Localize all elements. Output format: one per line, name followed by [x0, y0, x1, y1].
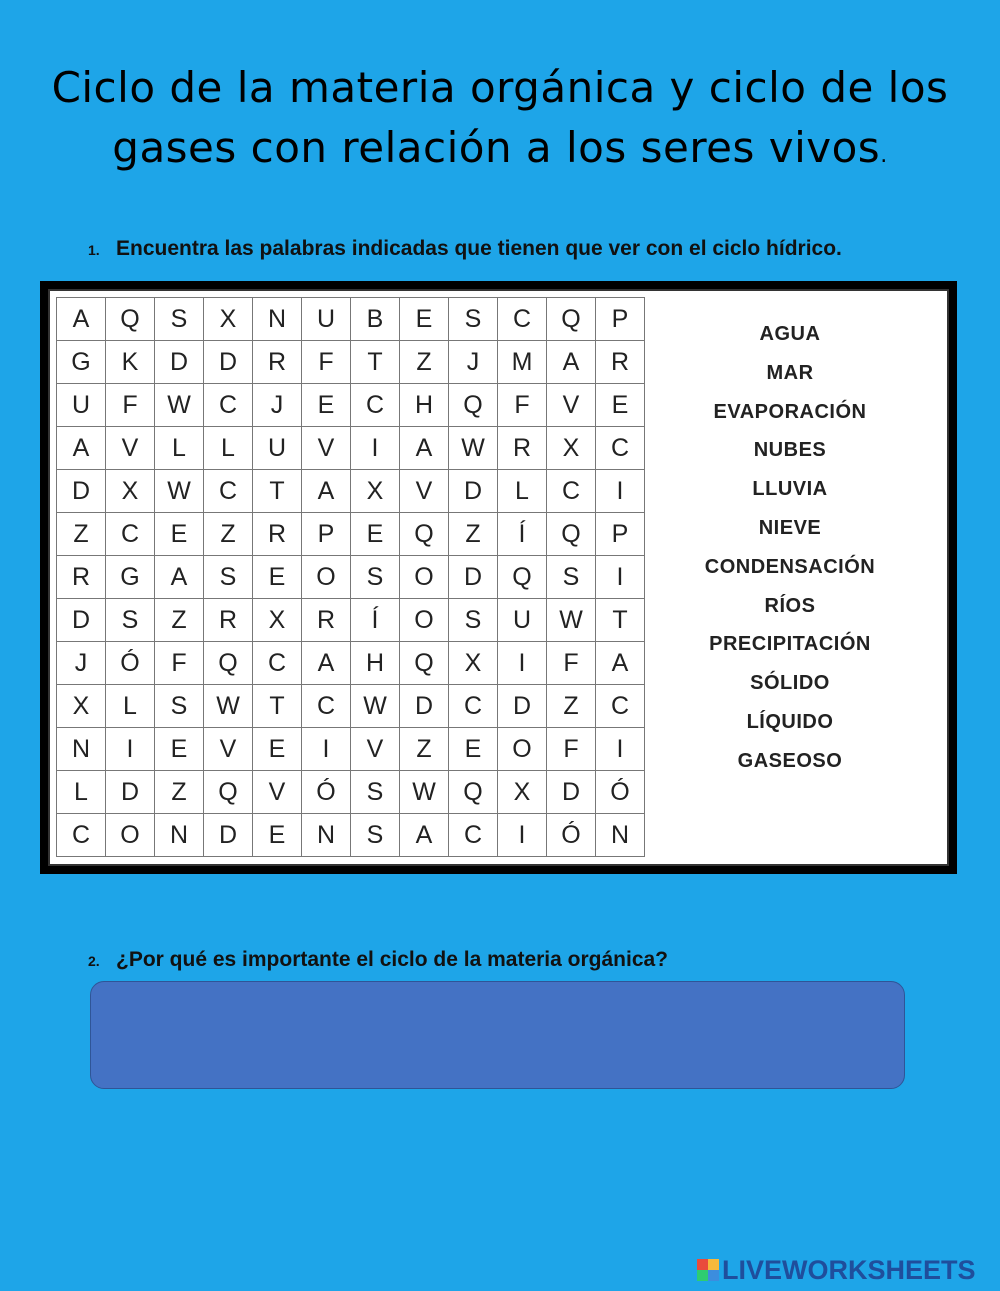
grid-cell[interactable]: Q: [547, 298, 596, 341]
grid-cell[interactable]: Ó: [302, 771, 351, 814]
grid-cell[interactable]: W: [155, 384, 204, 427]
grid-cell[interactable]: A: [155, 556, 204, 599]
question-1: [88, 237, 842, 261]
word-search-grid[interactable]: [56, 297, 645, 857]
grid-cell[interactable]: Z: [547, 685, 596, 728]
grid-cell[interactable]: M: [498, 341, 547, 384]
grid-cell[interactable]: N: [596, 814, 645, 857]
grid-cell[interactable]: C: [253, 642, 302, 685]
grid-cell[interactable]: W: [351, 685, 400, 728]
word-list-item: GASEOSO: [737, 749, 843, 772]
grid-cell[interactable]: O: [302, 556, 351, 599]
grid-cell[interactable]: T: [351, 341, 400, 384]
grid-cell[interactable]: U: [253, 427, 302, 470]
grid-cell[interactable]: O: [498, 728, 547, 771]
grid-cell[interactable]: I: [596, 470, 645, 513]
question-2-number: 2.: [88, 953, 100, 969]
grid-cell[interactable]: D: [547, 771, 596, 814]
grid-cell[interactable]: A: [57, 298, 106, 341]
grid-cell[interactable]: H: [400, 384, 449, 427]
grid-cell[interactable]: D: [498, 685, 547, 728]
grid-cell[interactable]: G: [106, 556, 155, 599]
grid-cell[interactable]: E: [253, 556, 302, 599]
page-title: [40, 58, 960, 186]
grid-cell[interactable]: T: [596, 599, 645, 642]
grid-cell[interactable]: V: [106, 427, 155, 470]
grid-cell[interactable]: J: [253, 384, 302, 427]
grid-cell[interactable]: A: [302, 470, 351, 513]
grid-cell[interactable]: E: [302, 384, 351, 427]
grid-cell[interactable]: V: [253, 771, 302, 814]
grid-cell[interactable]: S: [351, 814, 400, 857]
grid-cell[interactable]: E: [351, 513, 400, 556]
grid-cell[interactable]: C: [596, 427, 645, 470]
grid-cell[interactable]: C: [596, 685, 645, 728]
question-2: [88, 948, 668, 972]
grid-cell[interactable]: Ó: [596, 771, 645, 814]
liveworksheets-brand: [697, 1255, 976, 1285]
grid-cell[interactable]: J: [449, 341, 498, 384]
grid-cell[interactable]: E: [596, 384, 645, 427]
word-search-frame: [40, 281, 957, 874]
grid-cell[interactable]: R: [302, 599, 351, 642]
grid-cell[interactable]: S: [155, 298, 204, 341]
grid-cell[interactable]: Q: [204, 642, 253, 685]
grid-cell[interactable]: I: [498, 642, 547, 685]
grid-cell[interactable]: I: [596, 728, 645, 771]
grid-cell[interactable]: F: [547, 642, 596, 685]
grid-cell[interactable]: P: [596, 298, 645, 341]
grid-cell[interactable]: I: [498, 814, 547, 857]
grid-cell[interactable]: W: [547, 599, 596, 642]
grid-cell[interactable]: D: [449, 470, 498, 513]
grid-cell[interactable]: C: [547, 470, 596, 513]
grid-cell[interactable]: E: [400, 298, 449, 341]
title-line-1: Ciclo de la materia orgánica y ciclo de los: [51, 63, 949, 112]
grid-cell[interactable]: R: [498, 427, 547, 470]
grid-cell[interactable]: A: [57, 427, 106, 470]
grid-cell[interactable]: Q: [106, 298, 155, 341]
grid-cell[interactable]: C: [204, 384, 253, 427]
grid-cell[interactable]: V: [351, 728, 400, 771]
grid-cell[interactable]: A: [400, 814, 449, 857]
grid-cell[interactable]: L: [498, 470, 547, 513]
grid-cell[interactable]: D: [57, 599, 106, 642]
grid-cell[interactable]: V: [204, 728, 253, 771]
grid-cell[interactable]: R: [253, 513, 302, 556]
grid-cell[interactable]: S: [547, 556, 596, 599]
grid-cell[interactable]: D: [57, 470, 106, 513]
grid-cell[interactable]: D: [204, 341, 253, 384]
grid-cell[interactable]: L: [204, 427, 253, 470]
grid-cell[interactable]: R: [596, 341, 645, 384]
grid-cell[interactable]: Z: [155, 771, 204, 814]
grid-cell[interactable]: W: [400, 771, 449, 814]
grid-cell[interactable]: U: [498, 599, 547, 642]
grid-cell[interactable]: L: [106, 685, 155, 728]
grid-cell[interactable]: S: [106, 599, 155, 642]
grid-cell[interactable]: F: [106, 384, 155, 427]
question-1-number: 1.: [88, 242, 100, 258]
title-dot: .: [880, 143, 888, 168]
grid-cell[interactable]: W: [449, 427, 498, 470]
grid-cell[interactable]: Z: [155, 599, 204, 642]
grid-cell[interactable]: F: [498, 384, 547, 427]
grid-cell[interactable]: Ó: [106, 642, 155, 685]
grid-cell[interactable]: F: [547, 728, 596, 771]
grid-cell[interactable]: C: [204, 470, 253, 513]
grid-cell[interactable]: V: [547, 384, 596, 427]
grid-cell[interactable]: L: [155, 427, 204, 470]
question-1-text: Encuentra las palabras indicadas que tienen que ver con el ciclo hídrico.: [116, 237, 842, 260]
grid-cell[interactable]: G: [57, 341, 106, 384]
grid-cell[interactable]: B: [351, 298, 400, 341]
grid-cell[interactable]: O: [400, 556, 449, 599]
grid-cell[interactable]: S: [449, 298, 498, 341]
question-2-text: ¿Por qué es importante el ciclo de la materia orgánica?: [116, 948, 668, 971]
brand-text: LIVEWORKSHEETS: [722, 1254, 976, 1285]
grid-cell[interactable]: W: [155, 470, 204, 513]
grid-cell[interactable]: Z: [449, 513, 498, 556]
grid-cell[interactable]: Z: [400, 341, 449, 384]
grid-cell[interactable]: R: [204, 599, 253, 642]
grid-cell[interactable]: D: [400, 685, 449, 728]
grid-cell[interactable]: X: [253, 599, 302, 642]
grid-cell[interactable]: E: [155, 728, 204, 771]
grid-cell[interactable]: X: [57, 685, 106, 728]
grid-cell[interactable]: P: [596, 513, 645, 556]
grid-cell[interactable]: P: [302, 513, 351, 556]
word-search-panel: [48, 289, 949, 866]
grid-cell[interactable]: F: [155, 642, 204, 685]
grid-cell[interactable]: Q: [400, 513, 449, 556]
grid-cell[interactable]: O: [106, 814, 155, 857]
grid-cell[interactable]: D: [449, 556, 498, 599]
grid-cell[interactable]: T: [253, 685, 302, 728]
grid-cell[interactable]: S: [351, 556, 400, 599]
word-list-item: LLUVIA: [752, 478, 828, 501]
grid-cell[interactable]: C: [351, 384, 400, 427]
grid-cell[interactable]: I: [106, 728, 155, 771]
answer-text-box[interactable]: [90, 981, 905, 1089]
grid-cell[interactable]: H: [351, 642, 400, 685]
word-list-item: NIEVE: [758, 516, 822, 539]
grid-cell[interactable]: S: [351, 771, 400, 814]
grid-cell[interactable]: C: [106, 513, 155, 556]
word-list-item: SÓLIDO: [750, 672, 830, 695]
grid-cell[interactable]: W: [204, 685, 253, 728]
grid-cell[interactable]: T: [253, 470, 302, 513]
grid-cell[interactable]: C: [498, 298, 547, 341]
grid-cell[interactable]: K: [106, 341, 155, 384]
grid-cell[interactable]: O: [400, 599, 449, 642]
grid-cell[interactable]: D: [155, 341, 204, 384]
grid-cell[interactable]: N: [253, 298, 302, 341]
grid-cell[interactable]: Ó: [547, 814, 596, 857]
grid-cell[interactable]: U: [302, 298, 351, 341]
grid-cell[interactable]: L: [57, 771, 106, 814]
grid-cell[interactable]: Q: [547, 513, 596, 556]
grid-cell[interactable]: A: [302, 642, 351, 685]
grid-cell[interactable]: U: [57, 384, 106, 427]
grid-cell[interactable]: S: [204, 556, 253, 599]
grid-cell[interactable]: X: [449, 642, 498, 685]
grid-cell[interactable]: X: [204, 298, 253, 341]
grid-cell[interactable]: C: [449, 685, 498, 728]
grid-cell[interactable]: Í: [351, 599, 400, 642]
grid-cell[interactable]: V: [302, 427, 351, 470]
grid-cell[interactable]: X: [498, 771, 547, 814]
grid-cell[interactable]: S: [155, 685, 204, 728]
grid-cell[interactable]: N: [155, 814, 204, 857]
title-line-2-text: gases con relación a los seres vivos: [112, 123, 881, 172]
word-list: [670, 315, 910, 781]
grid-cell[interactable]: X: [106, 470, 155, 513]
grid-cell[interactable]: Z: [57, 513, 106, 556]
word-list-item: MAR: [766, 361, 814, 384]
word-list-item: CONDENSACIÓN: [704, 555, 876, 578]
grid-cell[interactable]: I: [302, 728, 351, 771]
grid-cell[interactable]: E: [449, 728, 498, 771]
grid-cell[interactable]: A: [547, 341, 596, 384]
grid-cell[interactable]: C: [57, 814, 106, 857]
grid-cell[interactable]: E: [253, 814, 302, 857]
word-list-item: AGUA: [759, 323, 821, 345]
grid-cell[interactable]: E: [155, 513, 204, 556]
grid-cell[interactable]: A: [400, 427, 449, 470]
grid-cell[interactable]: A: [596, 642, 645, 685]
grid-cell[interactable]: I: [596, 556, 645, 599]
grid-cell[interactable]: Q: [498, 556, 547, 599]
grid-cell[interactable]: Q: [449, 384, 498, 427]
grid-cell[interactable]: N: [302, 814, 351, 857]
liveworksheets-logo-icon: [697, 1259, 719, 1281]
grid-cell[interactable]: X: [547, 427, 596, 470]
grid-cell[interactable]: Z: [204, 513, 253, 556]
grid-cell[interactable]: N: [57, 728, 106, 771]
grid-cell[interactable]: X: [351, 470, 400, 513]
grid-cell[interactable]: F: [302, 341, 351, 384]
grid-cell[interactable]: R: [253, 341, 302, 384]
word-list-item: RÍOS: [764, 594, 816, 617]
grid-cell[interactable]: R: [57, 556, 106, 599]
grid-cell[interactable]: Q: [449, 771, 498, 814]
word-list-item: PRECIPITACIÓN: [709, 633, 871, 656]
grid-cell[interactable]: S: [449, 599, 498, 642]
grid-cell[interactable]: E: [253, 728, 302, 771]
grid-cell[interactable]: D: [204, 814, 253, 857]
grid-cell[interactable]: V: [400, 470, 449, 513]
grid-cell[interactable]: Q: [400, 642, 449, 685]
word-list-item: LÍQUIDO: [746, 710, 834, 733]
grid-cell[interactable]: J: [57, 642, 106, 685]
grid-cell[interactable]: Í: [498, 513, 547, 556]
grid-cell[interactable]: Q: [204, 771, 253, 814]
grid-cell[interactable]: C: [449, 814, 498, 857]
word-list-item: NUBES: [753, 439, 827, 462]
word-list-item: EVAPORACIÓN: [713, 400, 867, 423]
title-line-2: [40, 118, 960, 186]
grid-cell[interactable]: I: [351, 427, 400, 470]
grid-cell[interactable]: C: [302, 685, 351, 728]
grid-cell[interactable]: D: [106, 771, 155, 814]
grid-cell[interactable]: Z: [400, 728, 449, 771]
